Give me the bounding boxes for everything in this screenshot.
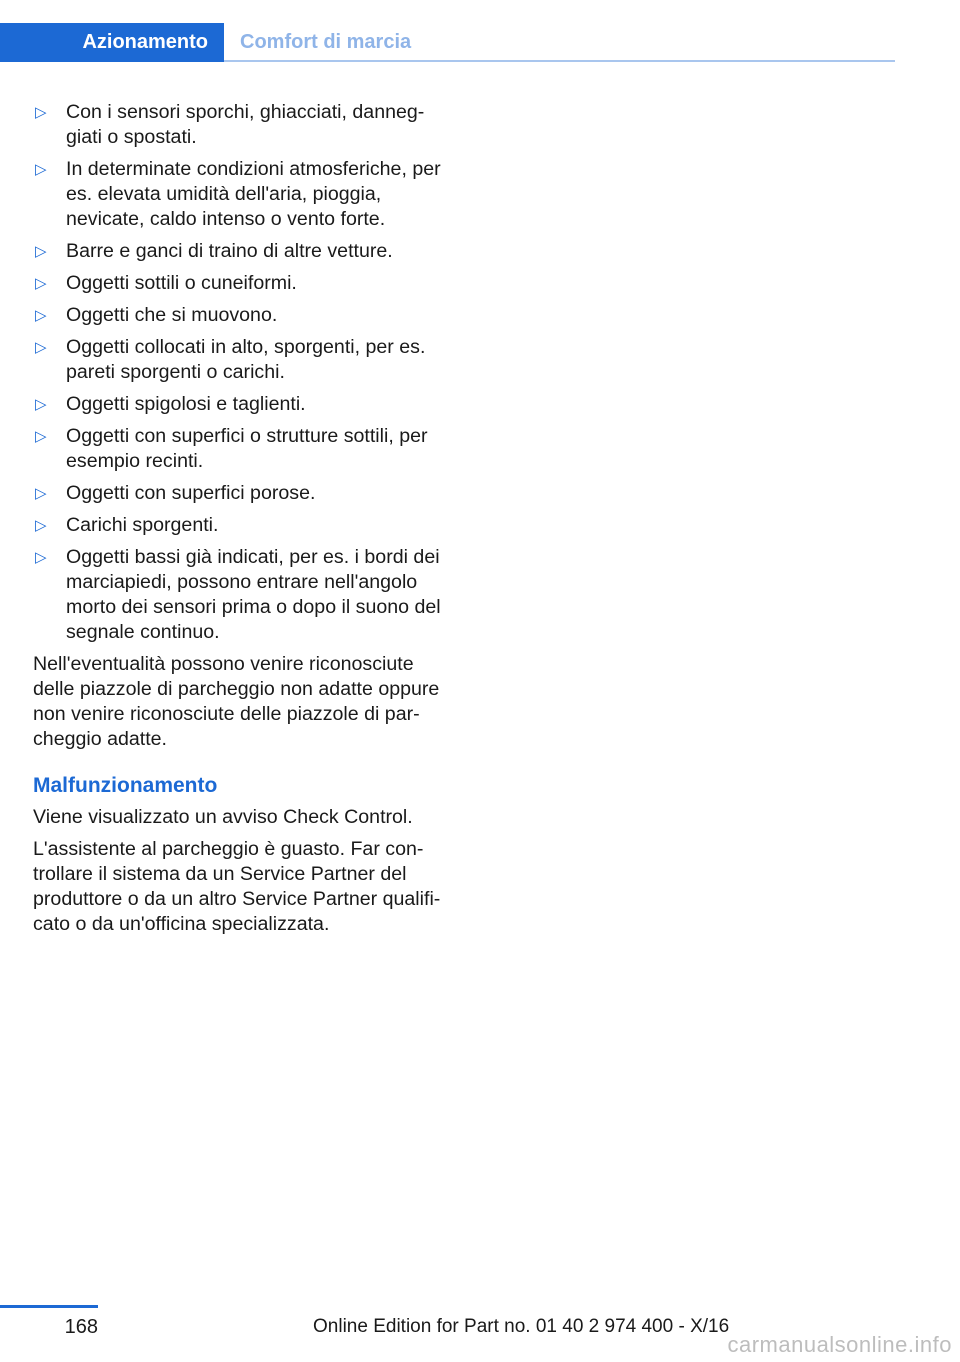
list-item-text: Oggetti collocati in alto, sporgenti, per es. pareti sporgenti o carichi. (66, 336, 426, 383)
triangle-bullet-icon: ▷ (35, 339, 47, 356)
edition-text: Online Edition for Part no. 01 40 2 974 400 - X/16 (313, 1316, 730, 1337)
list-item-text: Oggetti sottili o cuneiformi. (66, 272, 297, 294)
triangle-bullet-icon: ▷ (35, 243, 47, 260)
list-item (33, 157, 453, 232)
triangle-bullet-icon: ▷ (35, 275, 47, 292)
list-item-text: Oggetti bassi già indicati, per es. i bordi dei marciapiedi, possono entrare nell'angolo morto dei sensori prima o dopo il suono del segnale continuo. (66, 546, 441, 643)
header-tab-label: Comfort di marcia (240, 31, 412, 53)
list-item (33, 545, 453, 645)
list-item-text: Oggetti con superfici o strutture sottili, per esempio recinti. (66, 425, 428, 472)
triangle-bullet-icon: ▷ (35, 549, 47, 566)
header-divider (224, 60, 895, 62)
list-item (33, 424, 453, 474)
list-item-text: Oggetti spigolosi e taglienti. (66, 393, 306, 415)
list-item-text: In determinate condizioni atmosferiche, per es. elevata umidità dell'aria, pioggia, nevicate, caldo intenso o vento forte. (66, 158, 441, 230)
list-item (33, 239, 453, 264)
triangle-bullet-icon: ▷ (35, 396, 47, 413)
footer-divider (0, 1305, 98, 1308)
paragraph: Viene visualizzato un avviso Check Control. (33, 806, 413, 828)
list-item (33, 481, 453, 506)
page-number: 168 (64, 1316, 98, 1338)
page-content (33, 100, 453, 944)
header-tab-comfort (240, 23, 411, 62)
triangle-bullet-icon: ▷ (35, 428, 47, 445)
list-item (33, 100, 453, 150)
watermark: carmanualsonline.info (727, 1332, 952, 1357)
list-item-text: Oggetti con superfici porose. (66, 482, 316, 504)
list-item (33, 392, 453, 417)
triangle-bullet-icon: ▷ (35, 161, 47, 178)
list-item-text: Con i sensori sporchi, ghiacciati, danneg‐ giati o spostati. (66, 101, 425, 148)
header-tab-azionamento (0, 23, 224, 62)
list-item (33, 335, 453, 385)
bullet-list (33, 100, 453, 645)
section-title: Malfunzionamento (33, 774, 218, 797)
list-item (33, 303, 453, 328)
paragraph: L'assistente al parcheggio è guasto. Far con‐ trollare il sistema da un Service Partner del produttore o da un altro Service Partner qualifi‐ cato o da un'officina specializzata. (33, 838, 441, 935)
triangle-bullet-icon: ▷ (35, 307, 47, 324)
header-tab-label: Azionamento (82, 31, 208, 53)
list-item (33, 271, 453, 296)
paragraph: Nell'eventualità possono venire riconosciute delle piazzole di parcheggio non adatte oppure non venire riconosciute delle piazzole di par‐ cheggio adatte. (33, 653, 440, 750)
triangle-bullet-icon: ▷ (35, 517, 47, 534)
triangle-bullet-icon: ▷ (35, 104, 47, 121)
list-item-text: Oggetti che si muovono. (66, 304, 278, 326)
list-item-text: Carichi sporgenti. (66, 514, 219, 536)
list-item-text: Barre e ganci di traino di altre vetture. (66, 240, 393, 262)
triangle-bullet-icon: ▷ (35, 485, 47, 502)
list-item (33, 513, 453, 538)
